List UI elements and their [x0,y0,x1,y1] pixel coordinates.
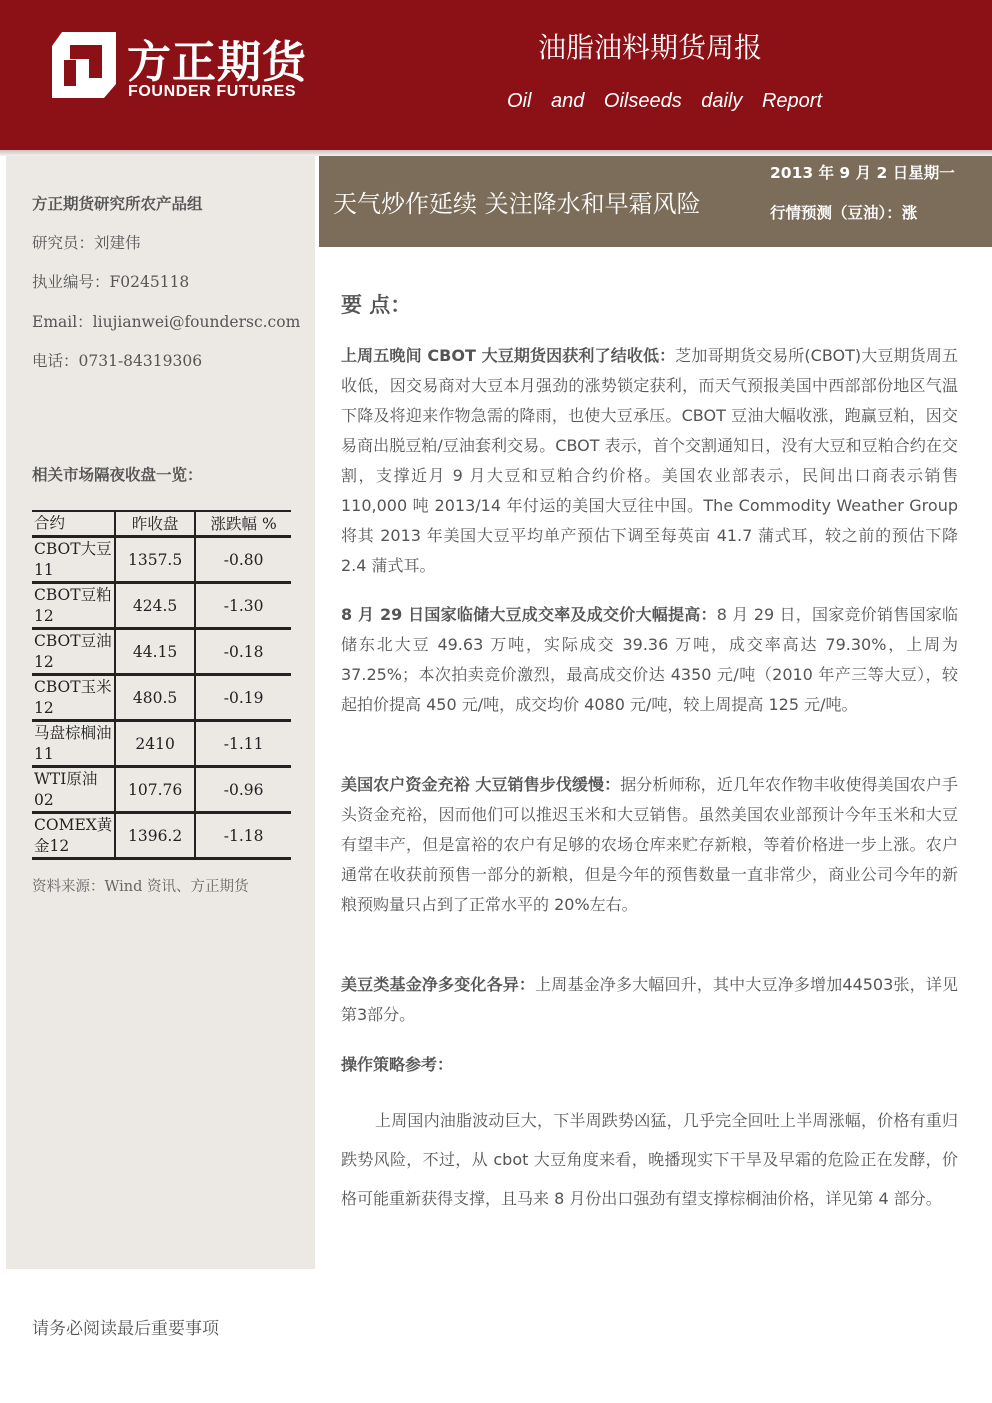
paragraph-cbot-soybean [341,341,958,581]
change-percent: -0.19 [195,675,291,721]
previous-close: 1357.5 [115,537,195,583]
contract-name: CBOT豆粕12 [32,583,115,629]
phone: 电话：0731-84319306 [32,352,203,370]
contract-name: CBOT大豆11 [32,537,115,583]
report-title: 油脂油料期货周报 [538,31,763,64]
strategy-text: 上周国内油脂波动巨大，下半周跌势凶猛，几乎完全回吐上半周涨幅，价格有重归跌势风险，不过，从 cbot 大豆角度来看，晚播现实下干旱及早霜的危险正在发酵，价格可能重新获得支撑，且马来 8 月份出口强劲有望支撑棕榈油价格，详见第 4 部分。 [341,1111,958,1208]
table-row [32,767,291,813]
paragraph-lead: 美国农户资金充裕 大豆销售步伐缓慢： [341,775,621,794]
previous-close: 2410 [115,721,195,767]
contract-name: CBOT玉米12 [32,675,115,721]
change-percent: -1.30 [195,583,291,629]
paragraph-state-reserve [341,600,958,720]
paragraph-text: 芝加哥期货交易所(CBOT)大豆期货周五收低，因交易商对大豆本月强劲的涨势锁定获利，而天气预报美国中西部部份地区气温下降及将迎来作物急需的降雨，也使大豆承压。CBOT 豆油大幅收涨，跑赢豆粕，因交易商出脱豆粕/豆油套利交易。CBOT 表示，首个交割通知日，没有大豆和豆粕合约在交割，支撑近月 9 月大豆和豆粕合约价格。美国农业部表示，民间出口商表示销售 110,000 吨 2013/14 年付运的美国大豆往中国。The Commodity Weather Group 将其 2013 年美国大豆平均单产预估下调至每英亩 41.7 蒲式耳，较之前的预估下降 2.4 蒲式耳。 [341,346,958,575]
previous-close: 1396.2 [115,813,195,859]
change-percent: -1.11 [195,721,291,767]
paragraph-text: 上周基金净多大幅回升，其中大豆净多增加44503张，详见第3部分。 [341,975,958,1024]
table-row [32,537,291,583]
previous-close: 424.5 [115,583,195,629]
researcher-name: 研究员：刘建伟 [32,234,141,252]
paragraph-us-farmers [341,770,958,920]
table-row [32,813,291,859]
paragraph-lead: 8 月 29 日国家临储大豆成交率及成交价大幅提高： [341,605,717,624]
change-percent: -0.18 [195,629,291,675]
table-row [32,721,291,767]
column-header: 合约 [32,511,115,537]
table-row [32,675,291,721]
paragraph-lead: 美豆类基金净多变化各异： [341,975,536,994]
previous-close: 480.5 [115,675,195,721]
strategy-title: 操作策略参考： [341,1055,454,1074]
keypoints-title: 要 点： [341,293,412,317]
contract-name: COMEX黄金12 [32,813,115,859]
logo-english-name: FOUNDER FUTURES [128,83,297,100]
report-title-english: Oil and Oilseeds daily Report [507,90,823,112]
email: Email：liujianwei@foundersc.com [32,313,301,331]
change-percent: -0.96 [195,767,291,813]
market-forecast: 行情预测（豆油）：涨 [770,204,918,222]
header-bar [0,0,992,152]
contract-name: 马盘棕榈油11 [32,721,115,767]
footer-notice: 请务必阅读最后重要事项 [32,1319,219,1339]
markets-title: 相关市场隔夜收盘一览： [32,466,203,484]
contract-name: WTI原油02 [32,767,115,813]
license-number: 执业编号：F0245118 [32,273,190,291]
change-percent: -1.18 [195,813,291,859]
column-header: 昨收盘 [115,511,195,537]
previous-close: 44.15 [115,629,195,675]
logo-chinese-name: 方正期货 [127,37,307,88]
research-group: 方正期货研究所农产品组 [32,195,203,213]
paragraph-fund-positions [341,970,958,1030]
change-percent: -0.80 [195,537,291,583]
column-header: 涨跌幅 % [195,511,291,537]
contract-name: CBOT豆油12 [32,629,115,675]
founder-logo-icon [52,32,116,98]
headline: 天气炒作延续 关注降水和早霜风险 [333,190,701,218]
paragraph-text: 据分析师称，近几年农作物丰收使得美国农户手头资金充裕，因而他们可以推迟玉米和大豆销售。虽然美国农业部预计今年玉米和大豆有望丰产，但是富裕的农户有足够的农场仓库来贮存新粮，等着价格进一步上涨。农户通常在收获前预售一部分的新粮，但是今年的预售数量一直非常少，商业公司今年的新粮预购量只占到了正常水平的 20%左右。 [341,775,958,914]
previous-close: 107.76 [115,767,195,813]
table-header-row [32,511,291,537]
paragraph-lead: 上周五晚间 CBOT 大豆期货因获利了结收低： [341,346,676,365]
report-date: 2013 年 9 月 2 日星期一 [770,164,955,182]
overnight-markets-table [32,510,291,860]
table-row [32,583,291,629]
data-source-note: 资料来源：Wind 资讯、方正期货 [32,879,249,895]
paragraph-text: 8 月 29 日，国家竞价销售国家临储东北大豆 49.63 万吨，实际成交 39.36 万吨，成交率高达 79.30%，上周为 37.25%；本次拍卖竞价激烈，最高成交价达 4350 元/吨（2010 年产三等大豆），较起拍价提高 450 元/吨，成交均价 4080 元/吨，较上周提高 125 元/吨。 [341,605,958,714]
table-row [32,629,291,675]
